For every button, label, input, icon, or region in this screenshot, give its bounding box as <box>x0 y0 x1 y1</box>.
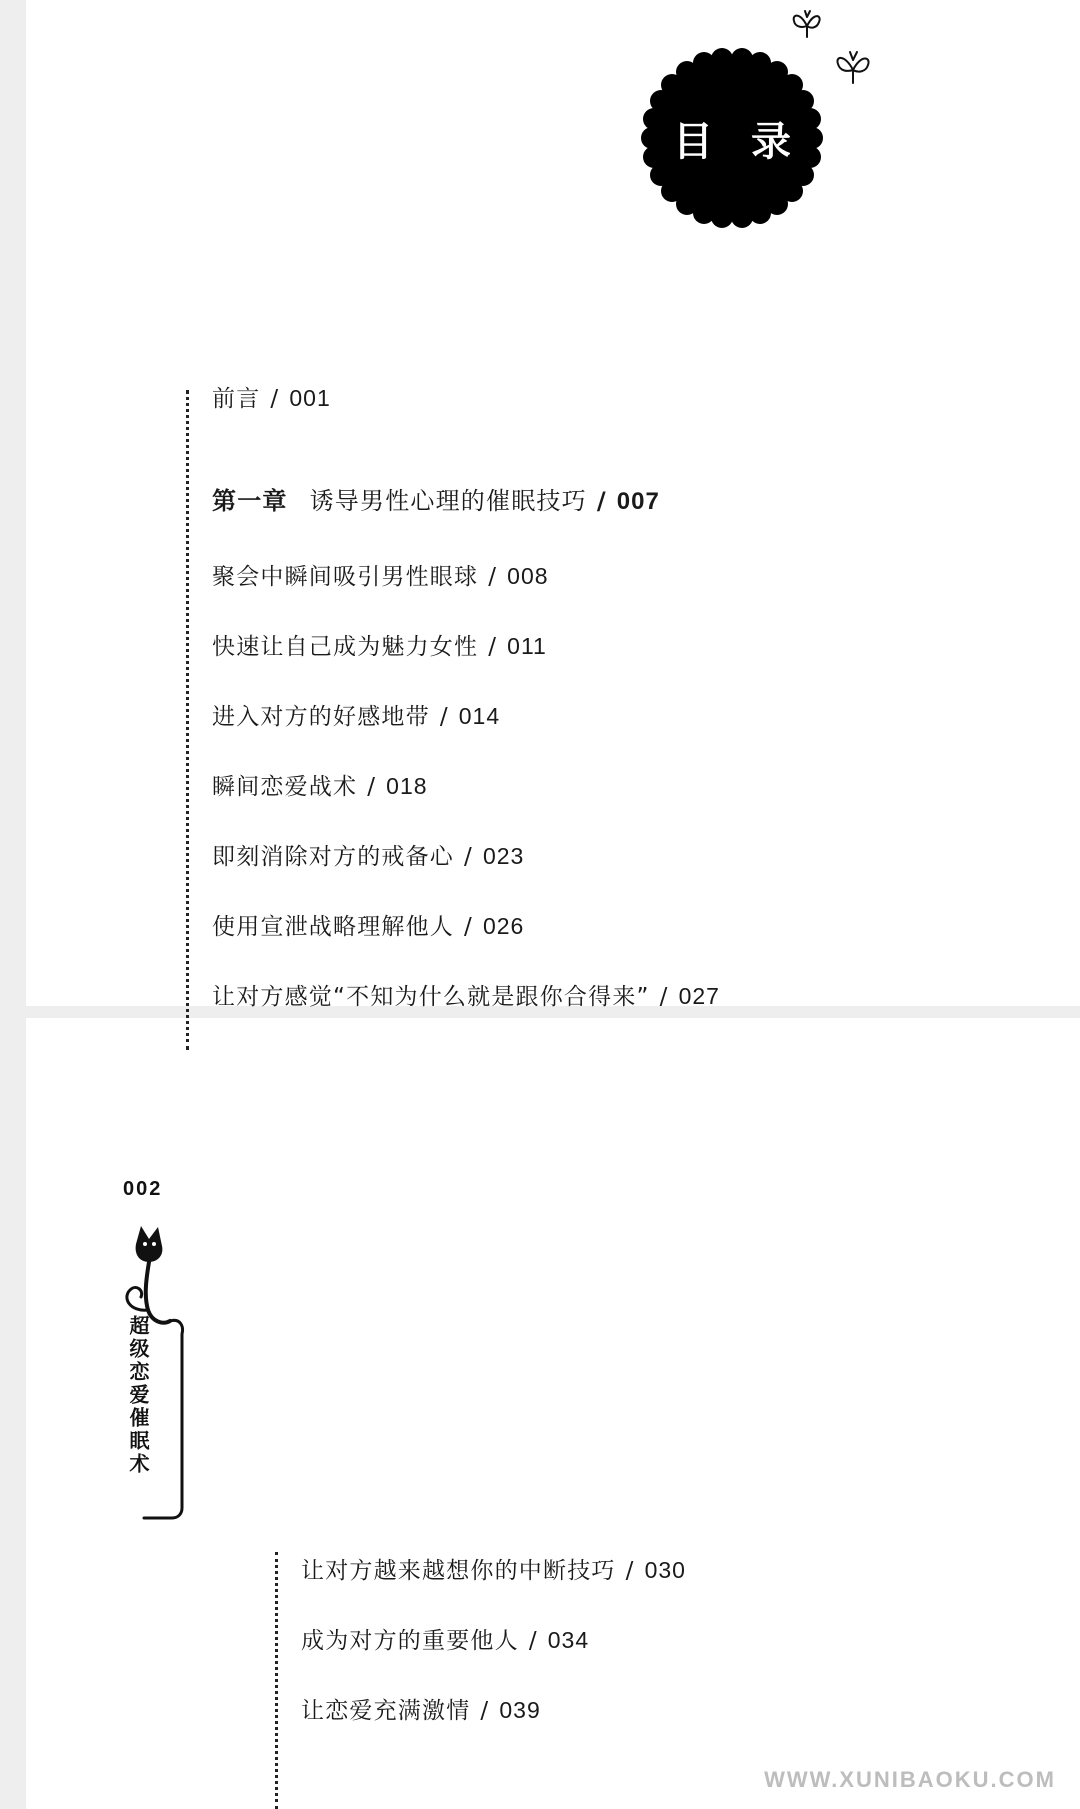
toc-entry-preface[interactable] <box>186 380 886 413</box>
toc-entry-title: 让对方感觉“不知为什么就是跟你合得来” <box>212 984 650 1010</box>
page-number: 002 <box>123 1178 163 1200</box>
toc-chapter-number: 第一章 <box>212 487 288 515</box>
toc-entry-separator: / <box>488 564 498 590</box>
toc-entry[interactable] <box>186 628 886 661</box>
toc-entry-page: 027 <box>678 983 720 1009</box>
running-book-title: 超级恋爱催眠术 <box>126 1315 150 1476</box>
toc-entry-page: 034 <box>547 1627 590 1653</box>
toc-entry-separator: / <box>480 1698 490 1724</box>
badge-label: 目 录 <box>673 118 803 165</box>
toc-chapter-1[interactable] <box>186 481 886 516</box>
butterfly-icon <box>833 48 873 86</box>
toc-entry[interactable] <box>186 978 886 1011</box>
toc-entry-separator: / <box>488 634 498 660</box>
toc-entry[interactable] <box>186 768 886 801</box>
toc-entry-title: 让对方越来越想你的中断技巧 <box>301 1558 616 1584</box>
toc-entry-title: 进入对方的好感地带 <box>212 704 430 730</box>
site-watermark: WWW.XUNIBAOKU.COM <box>764 1767 1056 1792</box>
toc-entry[interactable] <box>186 908 886 941</box>
toc-entry-title: 成为对方的重要他人 <box>301 1628 519 1654</box>
toc-entry-separator: / <box>464 914 473 940</box>
toc-list-page-1 <box>186 380 886 1048</box>
toc-entry-title: 快速让自己成为魅力女性 <box>212 634 479 660</box>
toc-list-page-2 <box>275 1552 975 1762</box>
toc-entry-separator: / <box>464 844 473 870</box>
toc-entry[interactable] <box>275 1552 975 1585</box>
toc-entry-title: 即刻消除对方的戒备心 <box>212 844 454 870</box>
toc-entry-title: 让恋爱充满激情 <box>301 1698 471 1724</box>
toc-entry[interactable] <box>275 1622 975 1655</box>
toc-entry-separator: / <box>439 704 449 730</box>
toc-entry-title: 前言 <box>212 386 261 412</box>
toc-entry[interactable] <box>186 558 886 591</box>
toc-entry-page: 001 <box>289 385 331 411</box>
toc-entry-title: 瞬间恋爱战术 <box>212 774 358 800</box>
toc-entry-title: 使用宣泄战略理解他人 <box>212 914 454 940</box>
butterfly-icon <box>790 8 824 40</box>
toc-entry[interactable] <box>186 698 886 731</box>
toc-entry-page: 014 <box>458 703 501 729</box>
toc-entry-page: 026 <box>482 913 525 939</box>
toc-entry-title: 聚会中瞬间吸引男性眼球 <box>212 564 479 590</box>
toc-entry-separator: / <box>270 386 280 412</box>
toc-entry-separator: / <box>596 487 607 515</box>
toc-chapter-title: 诱导男性心理的催眠技巧 <box>309 487 587 515</box>
toc-entry-page: 011 <box>507 633 547 659</box>
toc-entry-separator: / <box>528 1628 538 1654</box>
toc-entry-page: 007 <box>616 488 660 515</box>
toc-entry-page: 030 <box>644 1557 686 1583</box>
toc-entry-separator: / <box>625 1558 635 1584</box>
toc-entry-page: 023 <box>482 843 525 869</box>
toc-entry-page: 018 <box>386 773 428 799</box>
toc-entry-separator: / <box>367 774 377 800</box>
table-of-contents-badge <box>642 48 822 228</box>
toc-entry-page: 008 <box>507 563 549 589</box>
toc-entry-page: 039 <box>499 1697 541 1723</box>
toc-entry-separator: / <box>659 984 669 1010</box>
toc-entry[interactable] <box>275 1692 975 1725</box>
toc-entry[interactable] <box>186 838 886 871</box>
